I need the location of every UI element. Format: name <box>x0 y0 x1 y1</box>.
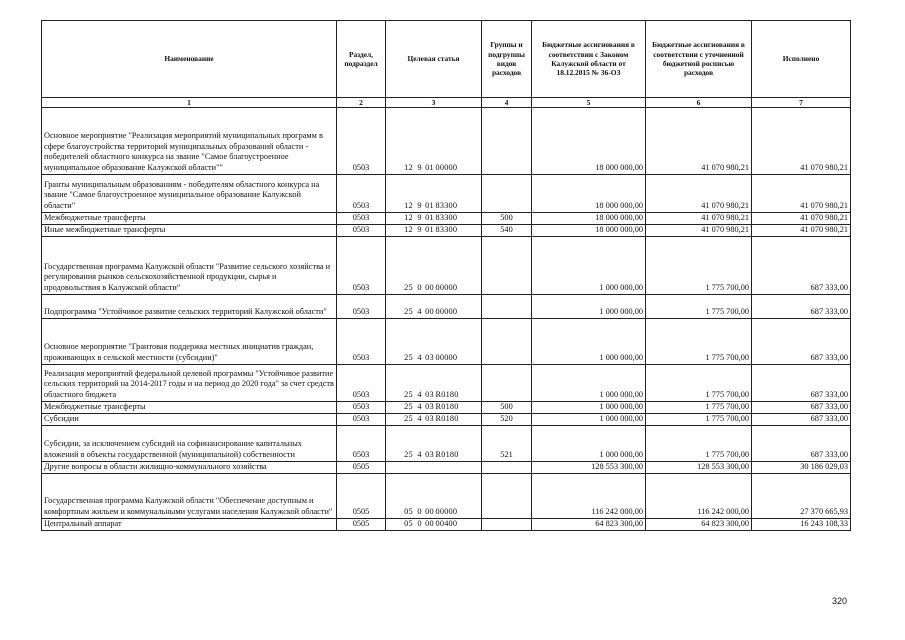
row-budget-revised: 1 775 700,00 <box>646 426 752 462</box>
row-razdel: 0505 <box>337 519 386 531</box>
cs-direction: 83300 <box>435 201 458 211</box>
row-budget-law: 1 000 000,00 <box>532 426 646 462</box>
column-number: 1 <box>42 98 337 108</box>
table-row <box>42 414 851 426</box>
row-name: Межбюджетные трансферты <box>42 213 337 225</box>
row-target-article <box>386 319 482 365</box>
row-budget-revised: 1 775 700,00 <box>646 237 752 295</box>
row-expense-group: 521 <box>482 426 532 462</box>
cs-measure: 03 <box>425 390 434 400</box>
cs-measure: 01 <box>425 213 434 223</box>
row-name: Основное мероприятие "Грантовая поддержка местных инициатив граждан, проживающих в сельской местности (субсидии)" <box>42 319 337 365</box>
table-row <box>42 474 851 519</box>
row-name: Государственная программа Калужской области "Обеспечение доступным и комфортным жильем и коммунальными услугами населения Калужской области" <box>42 474 337 519</box>
header-name: Наименование <box>42 21 337 98</box>
row-name: Субсидии <box>42 414 337 426</box>
row-expense-group <box>482 519 532 531</box>
cs-subprogram: 4 <box>417 450 422 460</box>
table-row <box>42 462 851 474</box>
row-name: Гранты муниципальным образованиям - победителям областного конкурса на звание "Самое благоустроенное муниципальное образование Калужской области" <box>42 175 337 213</box>
cs-program: 12 <box>404 213 413 223</box>
column-number: 7 <box>752 98 851 108</box>
table-row <box>42 175 851 213</box>
row-expense-group <box>482 462 532 474</box>
cs-program: 12 <box>404 225 413 235</box>
row-target-article <box>386 426 482 462</box>
row-budget-revised: 116 242 000,00 <box>646 474 752 519</box>
cs-measure: 03 <box>425 450 434 460</box>
table-row <box>42 519 851 531</box>
cs-direction: 00000 <box>435 283 458 293</box>
cs-measure: 01 <box>425 163 434 173</box>
row-budget-revised: 41 070 980,21 <box>646 225 752 237</box>
row-expense-group: 500 <box>482 402 532 414</box>
row-target-article <box>386 237 482 295</box>
cs-subprogram: 9 <box>417 201 422 211</box>
row-budget-law: 1 000 000,00 <box>532 414 646 426</box>
table-row <box>42 108 851 175</box>
row-budget-revised: 64 823 300,00 <box>646 519 752 531</box>
row-executed: 27 370 665,93 <box>752 474 851 519</box>
cs-direction: R0180 <box>435 402 459 412</box>
row-budget-revised: 1 775 700,00 <box>646 295 752 319</box>
cs-direction: 00000 <box>435 507 458 517</box>
cs-program: 25 <box>404 390 413 400</box>
row-budget-law: 1 000 000,00 <box>532 319 646 365</box>
page-number: 320 <box>832 596 848 606</box>
cs-direction: 83300 <box>435 225 458 235</box>
cs-program: 12 <box>404 163 413 173</box>
cs-subprogram: 4 <box>417 390 422 400</box>
row-budget-revised: 1 775 700,00 <box>646 402 752 414</box>
table-row <box>42 237 851 295</box>
row-target-article <box>386 414 482 426</box>
row-razdel: 0503 <box>337 426 386 462</box>
row-expense-group <box>482 175 532 213</box>
row-razdel: 0503 <box>337 213 386 225</box>
row-budget-revised: 41 070 980,21 <box>646 108 752 175</box>
cs-direction: R0180 <box>435 390 459 400</box>
cs-measure: 00 <box>425 519 434 529</box>
row-executed: 687 333,00 <box>752 414 851 426</box>
row-executed: 687 333,00 <box>752 295 851 319</box>
cs-direction: 00000 <box>435 163 458 173</box>
table-row <box>42 365 851 402</box>
cs-measure: 00 <box>425 307 434 317</box>
row-budget-revised: 41 070 980,21 <box>646 213 752 225</box>
table-row <box>42 319 851 365</box>
row-razdel: 0503 <box>337 295 386 319</box>
row-target-article <box>386 519 482 531</box>
row-budget-revised: 41 070 980,21 <box>646 175 752 213</box>
row-name: Центральный аппарат <box>42 519 337 531</box>
cs-direction: R0180 <box>435 450 459 460</box>
cs-program: 25 <box>404 283 413 293</box>
cs-program: 25 <box>404 402 413 412</box>
row-executed: 41 070 980,21 <box>752 225 851 237</box>
row-target-article <box>386 365 482 402</box>
row-name: Другие вопросы в области жилищно-коммунального хозяйства <box>42 462 337 474</box>
row-razdel: 0505 <box>337 462 386 474</box>
row-executed: 30 186 029,03 <box>752 462 851 474</box>
row-budget-law: 18 000 000,00 <box>532 225 646 237</box>
cs-program: 25 <box>404 414 413 424</box>
table-row <box>42 225 851 237</box>
cs-measure: 03 <box>425 414 434 424</box>
row-executed: 687 333,00 <box>752 365 851 402</box>
row-expense-group: 520 <box>482 414 532 426</box>
cs-program: 25 <box>404 353 413 363</box>
row-budget-law: 18 000 000,00 <box>532 175 646 213</box>
cs-subprogram: 0 <box>417 507 422 517</box>
header-target-article: Целевая статья <box>386 21 482 98</box>
table-body <box>42 108 851 531</box>
row-razdel: 0503 <box>337 175 386 213</box>
row-executed: 687 333,00 <box>752 319 851 365</box>
row-executed: 41 070 980,21 <box>752 108 851 175</box>
cs-program: 25 <box>404 450 413 460</box>
row-budget-law: 1 000 000,00 <box>532 237 646 295</box>
column-number: 3 <box>386 98 482 108</box>
cs-subprogram: 4 <box>417 402 422 412</box>
column-number: 4 <box>482 98 532 108</box>
row-executed: 687 333,00 <box>752 426 851 462</box>
row-executed: 16 243 108,33 <box>752 519 851 531</box>
cs-direction: 00000 <box>435 353 458 363</box>
budget-execution-table <box>41 20 851 531</box>
row-budget-law: 1 000 000,00 <box>532 295 646 319</box>
row-expense-group: 540 <box>482 225 532 237</box>
cs-subprogram: 9 <box>417 213 422 223</box>
table-row <box>42 426 851 462</box>
row-name: Подпрограмма "Устойчивое развитие сельских территорий Калужской области" <box>42 295 337 319</box>
row-expense-group <box>482 365 532 402</box>
cs-measure: 01 <box>425 201 434 211</box>
column-number: 5 <box>532 98 646 108</box>
table-row <box>42 213 851 225</box>
row-budget-revised: 1 775 700,00 <box>646 365 752 402</box>
row-razdel: 0503 <box>337 402 386 414</box>
row-budget-law: 18 000 000,00 <box>532 213 646 225</box>
row-target-article <box>386 474 482 519</box>
row-target-article <box>386 295 482 319</box>
header-executed: Исполнено <box>752 21 851 98</box>
row-razdel: 0503 <box>337 414 386 426</box>
cs-measure: 03 <box>425 353 434 363</box>
cs-direction: 00400 <box>435 519 458 529</box>
row-name: Государственная программа Калужской области "Развитие сельского хозяйства и регулирования рынков сельскохозяйственной продукции, сырья и продовольствия в Калужской области" <box>42 237 337 295</box>
row-budget-law: 18 000 000,00 <box>532 108 646 175</box>
cs-subprogram: 4 <box>417 353 422 363</box>
column-number: 2 <box>337 98 386 108</box>
header-razdel: Раздел, подраздел <box>337 21 386 98</box>
row-expense-group <box>482 237 532 295</box>
row-executed: 41 070 980,21 <box>752 213 851 225</box>
cs-subprogram: 4 <box>417 414 422 424</box>
row-name: Основное мероприятие "Реализация мероприятий муниципальных программ в сфере благоустройства территорий муниципальных образований области - победителей областного конкурса на звание "Самое благоустроенное муниципальное образование Калужской области"" <box>42 108 337 175</box>
row-razdel: 0505 <box>337 474 386 519</box>
row-budget-revised: 1 775 700,00 <box>646 414 752 426</box>
cs-subprogram: 4 <box>417 307 422 317</box>
cs-program: 12 <box>404 201 413 211</box>
row-target-article <box>386 108 482 175</box>
row-budget-law: 128 553 300,00 <box>532 462 646 474</box>
row-executed: 41 070 980,21 <box>752 175 851 213</box>
cs-measure: 00 <box>425 507 434 517</box>
row-target-article <box>386 462 482 474</box>
row-budget-law: 116 242 000,00 <box>532 474 646 519</box>
cs-subprogram: 9 <box>417 163 422 173</box>
cs-measure: 00 <box>425 283 434 293</box>
row-razdel: 0503 <box>337 108 386 175</box>
row-expense-group: 500 <box>482 213 532 225</box>
row-expense-group <box>482 108 532 175</box>
row-target-article <box>386 225 482 237</box>
header-budget-revised: Бюджетные ассигнования в соответствии с уточненной бюджетной росписью расходов <box>646 21 752 98</box>
row-razdel: 0503 <box>337 365 386 402</box>
row-name: Субсидии, за исключением субсидий на софинансирование капитальных вложений в объекты государственной (муниципальной) собственности <box>42 426 337 462</box>
column-numbers-row <box>42 98 851 108</box>
row-razdel: 0503 <box>337 319 386 365</box>
table-row <box>42 295 851 319</box>
row-budget-revised: 1 775 700,00 <box>646 319 752 365</box>
column-number: 6 <box>646 98 752 108</box>
row-budget-revised: 128 553 300,00 <box>646 462 752 474</box>
row-name: Реализация мероприятий федеральной целевой программы "Устойчивое развитие сельских территорий на 2014-2017 годы и на период до 2020 года" за счет средств областного бюджета <box>42 365 337 402</box>
row-budget-law: 1 000 000,00 <box>532 365 646 402</box>
row-executed: 687 333,00 <box>752 402 851 414</box>
cs-program: 05 <box>404 519 413 529</box>
cs-measure: 03 <box>425 402 434 412</box>
row-name: Иные межбюджетные трансферты <box>42 225 337 237</box>
row-target-article <box>386 175 482 213</box>
cs-subprogram: 9 <box>417 225 422 235</box>
cs-subprogram: 0 <box>417 519 422 529</box>
row-budget-law: 1 000 000,00 <box>532 402 646 414</box>
cs-program: 25 <box>404 307 413 317</box>
row-razdel: 0503 <box>337 225 386 237</box>
cs-direction: R0180 <box>435 414 459 424</box>
row-target-article <box>386 402 482 414</box>
cs-program: 05 <box>404 507 413 517</box>
row-budget-law: 64 823 300,00 <box>532 519 646 531</box>
row-expense-group <box>482 474 532 519</box>
cs-subprogram: 0 <box>417 283 422 293</box>
row-expense-group <box>482 319 532 365</box>
row-executed: 687 333,00 <box>752 237 851 295</box>
table-row <box>42 402 851 414</box>
row-target-article <box>386 213 482 225</box>
cs-measure: 01 <box>425 225 434 235</box>
table-header-row <box>42 21 851 98</box>
header-expense-group: Группы и подгруппы видов расходов <box>482 21 532 98</box>
row-expense-group <box>482 295 532 319</box>
cs-direction: 00000 <box>435 307 458 317</box>
cs-direction: 83300 <box>435 213 458 223</box>
row-razdel: 0503 <box>337 237 386 295</box>
row-name: Межбюджетные трансферты <box>42 402 337 414</box>
header-budget-law: Бюджетные ассигнования в соответствии с Законом Калужской области от 18.12.2015 № 36-ОЗ <box>532 21 646 98</box>
